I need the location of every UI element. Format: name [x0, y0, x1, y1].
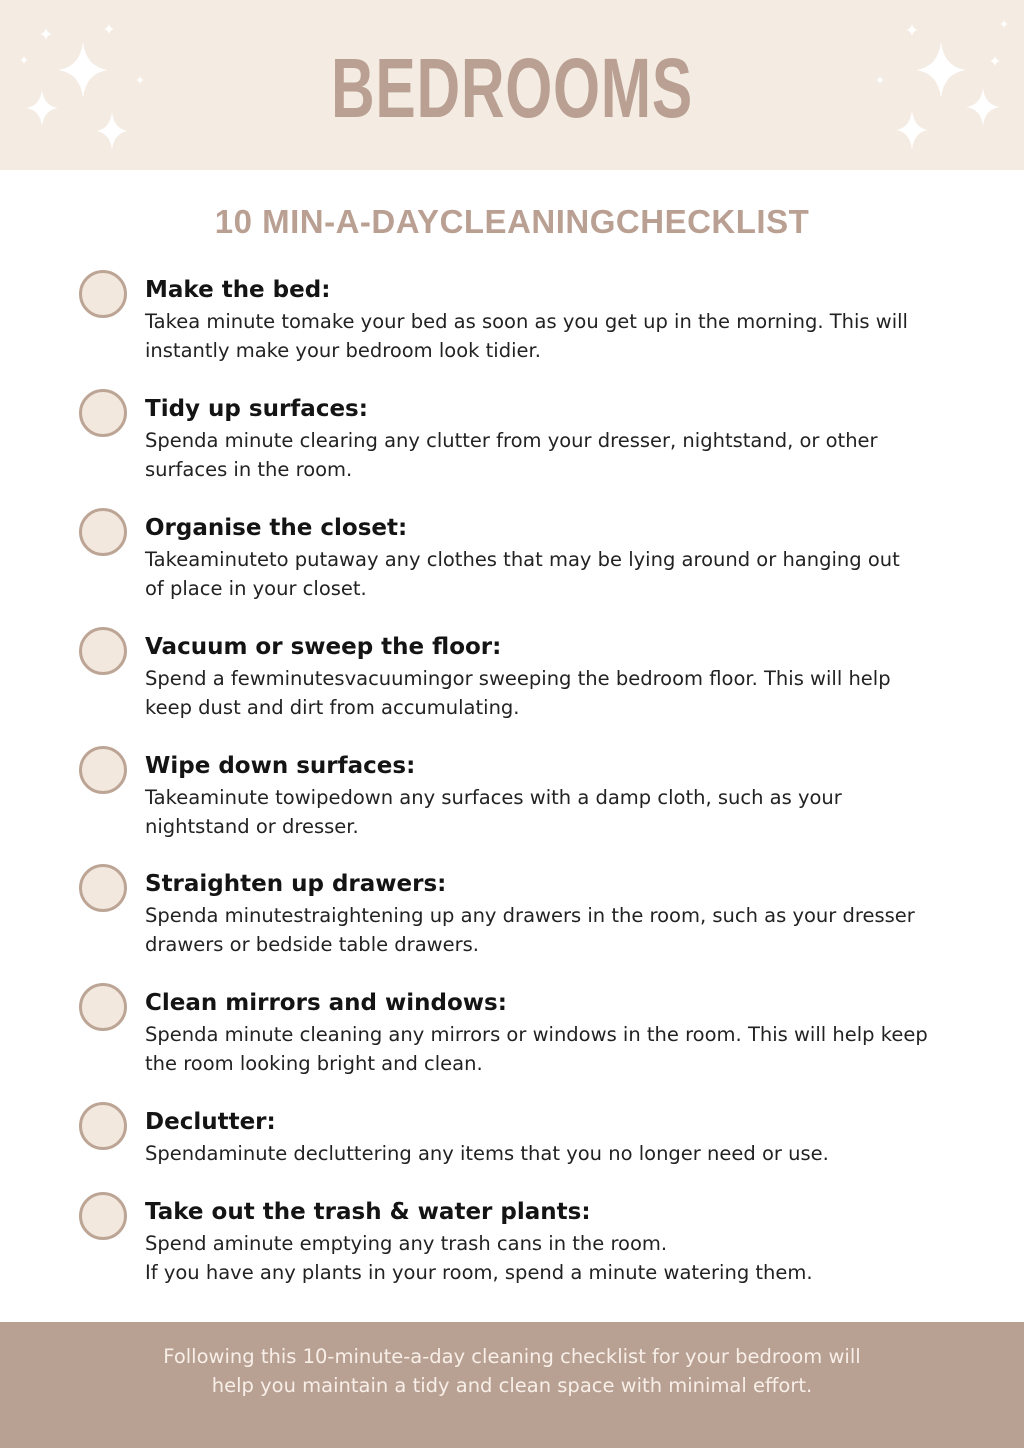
item-title: Tidy up surfaces: — [145, 396, 368, 422]
checkbox-circle[interactable] — [79, 1192, 127, 1240]
sparkle-icon — [896, 110, 928, 150]
sparkle-icon — [104, 24, 114, 34]
item-description: Takea minute tomake your bed as soon as you get up in the morning. This will instantly make your bedroom look tidier. — [145, 310, 908, 362]
checkbox-circle[interactable] — [79, 627, 127, 675]
sparkle-icon — [916, 42, 966, 98]
item-description: Takeaminute towipedown any surfaces with a damp cloth, such as your nightstand or dresser. — [145, 786, 842, 838]
sparkle-icon — [96, 112, 128, 150]
checkbox-circle[interactable] — [79, 508, 127, 556]
item-description: Spend a fewminutesvacuumingor sweeping the bedroom floor. This will help keep dust and dirt from accumulating. — [145, 667, 891, 719]
sparkle-icon — [20, 56, 28, 64]
sparkle-icon — [990, 56, 1000, 66]
checklist-subtitle: 10 MIN-A-DAYCLEANINGCHECKLIST — [214, 203, 810, 240]
item-description: Spenda minute cleaning any mirrors or windows in the room. This will help keep the room looking bright and clean. — [145, 1023, 928, 1075]
page-title: BEDROOMS — [331, 41, 693, 135]
item-description: Spenda minutestraightening up any drawers in the room, such as your dresser drawers or bedside table drawers. — [145, 904, 915, 956]
sparkle-icon — [40, 28, 52, 40]
sparkle-icon — [26, 90, 58, 126]
sparkle-icon — [906, 24, 918, 36]
sparkle-icon — [58, 42, 108, 98]
item-title: Clean mirrors and windows: — [145, 990, 507, 1016]
item-title: Organise the closet: — [145, 515, 408, 541]
checkbox-circle[interactable] — [79, 270, 127, 318]
item-title: Vacuum or sweep the floor: — [145, 634, 502, 660]
checkbox-circle[interactable] — [79, 389, 127, 437]
checkbox-circle[interactable] — [79, 746, 127, 794]
sparkle-icon — [966, 88, 1000, 126]
footer-text: Following this 10-minute-a-day cleaning checklist for your bedroom will help you maintain a tidy and clean space with minimal effort. — [163, 1345, 861, 1397]
item-title: Make the bed: — [145, 277, 331, 303]
checkbox-circle[interactable] — [79, 983, 127, 1031]
item-description: Spenda minute clearing any clutter from your dresser, nightstand, or other surfaces in the room. — [145, 429, 878, 481]
item-description: Takeaminuteto putaway any clothes that may be lying around or hanging out of place in your closet. — [145, 548, 900, 600]
sparkle-icon — [1000, 20, 1008, 28]
item-title: Wipe down surfaces: — [145, 753, 416, 779]
item-description: Spend aminute emptying any trash cans in the room. If you have any plants in your room, spend a minute watering them. — [145, 1232, 813, 1284]
item-title: Straighten up drawers: — [145, 871, 447, 897]
item-title: Declutter: — [145, 1109, 276, 1135]
checkbox-circle[interactable] — [79, 1102, 127, 1150]
item-title: Take out the trash & water plants: — [145, 1199, 591, 1225]
checkbox-circle[interactable] — [79, 864, 127, 912]
item-description: Spendaminute decluttering any items that you no longer need or use. — [145, 1142, 829, 1165]
